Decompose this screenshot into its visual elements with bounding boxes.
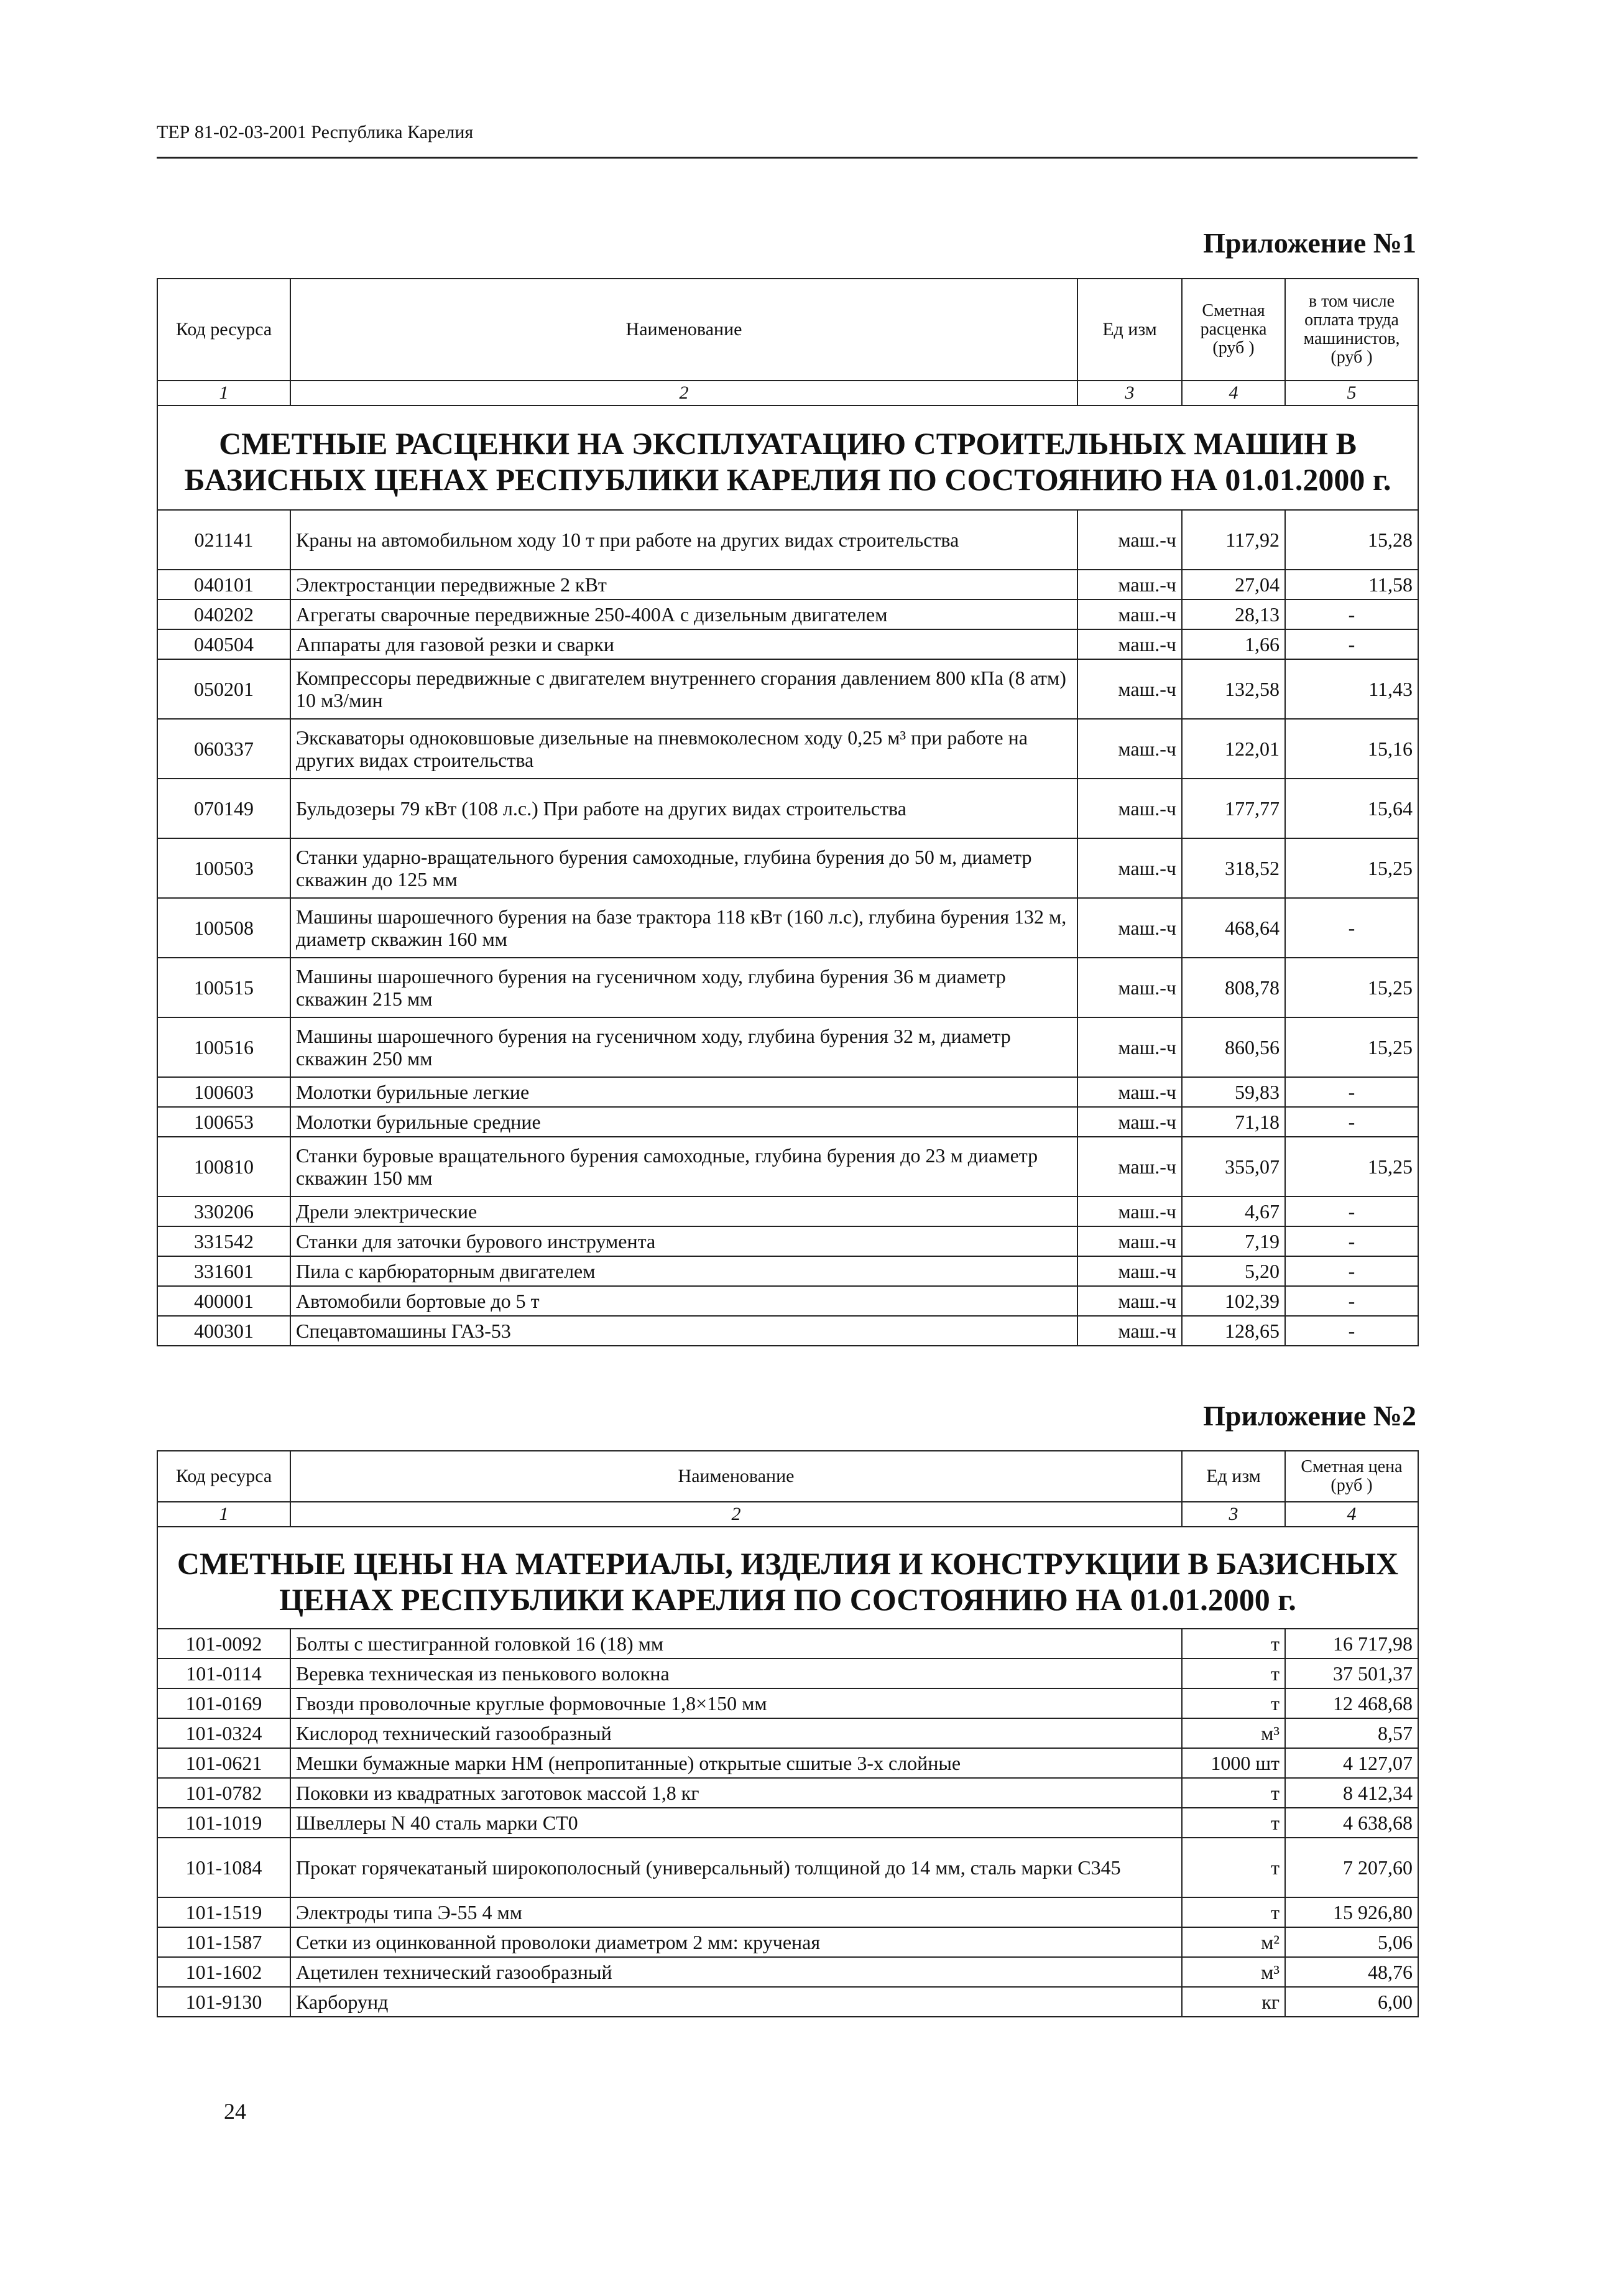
cell-unit: маш.-ч <box>1077 510 1182 570</box>
table-row <box>157 1957 1418 1987</box>
cell-price: 1,66 <box>1182 629 1285 659</box>
col-header-unit: Ед изм <box>1182 1451 1285 1502</box>
table-row <box>157 1077 1418 1107</box>
col-header-price: Сметная цена (руб ) <box>1285 1451 1418 1502</box>
table-row <box>157 1316 1418 1346</box>
running-header: ТЕР 81-02-03-2001 Республика Карелия <box>157 122 474 142</box>
cell-code: 330206 <box>157 1197 290 1226</box>
cell-unit: т <box>1182 1838 1285 1897</box>
cell-code: 040504 <box>157 629 290 659</box>
cell-name: Гвозди проволочные круглые формовочные 1,8×150 мм <box>290 1688 1182 1718</box>
cell-code: 331601 <box>157 1256 290 1286</box>
cell-wage: 15,25 <box>1285 958 1418 1017</box>
cell-unit: м³ <box>1182 1718 1285 1748</box>
cell-name: Пила с карбюраторным двигателем <box>290 1256 1077 1286</box>
cell-name: Агрегаты сварочные передвижные 250-400А с дизельным двигателем <box>290 599 1077 629</box>
col-header-name: Наименование <box>290 279 1077 381</box>
col-number: 2 <box>290 1502 1182 1527</box>
cell-code: 101-1019 <box>157 1808 290 1838</box>
cell-unit: т <box>1182 1688 1285 1718</box>
table-row <box>157 1629 1418 1659</box>
cell-code: 070149 <box>157 779 290 838</box>
table-row <box>157 1778 1418 1808</box>
col-header-unit: Ед изм <box>1077 279 1182 381</box>
cell-name: Бульдозеры 79 кВт (108 л.с.) При работе на других видах строительства <box>290 779 1077 838</box>
cell-name: Машины шарошечного бурения на гусеничном ходу, глубина бурения 36 м диаметр скважин 215 мм <box>290 958 1077 1017</box>
cell-name: Электростанции передвижные 2 кВт <box>290 570 1077 599</box>
cell-code: 101-0169 <box>157 1688 290 1718</box>
cell-code: 101-0621 <box>157 1748 290 1778</box>
col-number: 1 <box>157 1502 290 1527</box>
cell-price: 27,04 <box>1182 570 1285 599</box>
cell-unit: 1000 шт <box>1182 1748 1285 1778</box>
cell-price: 8,57 <box>1285 1718 1418 1748</box>
cell-unit: т <box>1182 1629 1285 1659</box>
cell-wage: - <box>1285 1077 1418 1107</box>
cell-price: 102,39 <box>1182 1286 1285 1316</box>
cell-unit: маш.-ч <box>1077 898 1182 958</box>
cell-name: Машины шарошечного бурения на базе трактора 118 кВт (160 л.с), глубина бурения 132 м, диаметр скважин 160 мм <box>290 898 1077 958</box>
cell-unit: т <box>1182 1808 1285 1838</box>
cell-price: 132,58 <box>1182 659 1285 719</box>
col-number: 2 <box>290 381 1077 405</box>
cell-price: 12 468,68 <box>1285 1688 1418 1718</box>
cell-code: 101-0114 <box>157 1659 290 1688</box>
table-row <box>157 838 1418 898</box>
cell-name: Веревка техническая из пенькового волокна <box>290 1659 1182 1688</box>
cell-price: 15 926,80 <box>1285 1897 1418 1927</box>
cell-code: 100516 <box>157 1017 290 1077</box>
cell-wage: 11,58 <box>1285 570 1418 599</box>
cell-price: 355,07 <box>1182 1137 1285 1197</box>
cell-price: 5,06 <box>1285 1927 1418 1957</box>
cell-code: 400001 <box>157 1286 290 1316</box>
cell-wage: - <box>1285 1197 1418 1226</box>
cell-wage: 15,25 <box>1285 1137 1418 1197</box>
cell-wage: 15,28 <box>1285 510 1418 570</box>
cell-wage: 15,16 <box>1285 719 1418 779</box>
col-number: 3 <box>1077 381 1182 405</box>
cell-name: Краны на автомобильном ходу 10 т при работе на других видах строительства <box>290 510 1077 570</box>
cell-unit: т <box>1182 1778 1285 1808</box>
cell-unit: маш.-ч <box>1077 629 1182 659</box>
cell-unit: маш.-ч <box>1077 779 1182 838</box>
cell-unit: маш.-ч <box>1077 958 1182 1017</box>
col-number: 4 <box>1182 381 1285 405</box>
table-row <box>157 1838 1418 1897</box>
cell-code: 050201 <box>157 659 290 719</box>
cell-name: Станки для заточки бурового инструмента <box>290 1226 1077 1256</box>
cell-unit: м² <box>1182 1927 1285 1957</box>
cell-unit: маш.-ч <box>1077 719 1182 779</box>
cell-unit: маш.-ч <box>1077 659 1182 719</box>
cell-name: Швеллеры N 40 сталь марки СТ0 <box>290 1808 1182 1838</box>
cell-price: 7,19 <box>1182 1226 1285 1256</box>
table-row <box>157 599 1418 629</box>
cell-code: 100603 <box>157 1077 290 1107</box>
cell-name: Машины шарошечного бурения на гусеничном ходу, глубина бурения 32 м, диаметр скважин 250 мм <box>290 1017 1077 1077</box>
materials-prices-table <box>157 1450 1419 2017</box>
cell-name: Электроды типа Э-55 4 мм <box>290 1897 1182 1927</box>
col-header-price: Сметная расценка (руб ) <box>1182 279 1285 381</box>
cell-unit: м³ <box>1182 1957 1285 1987</box>
cell-code: 101-0324 <box>157 1718 290 1748</box>
cell-price: 318,52 <box>1182 838 1285 898</box>
cell-wage: 15,25 <box>1285 1017 1418 1077</box>
table-row <box>157 629 1418 659</box>
appendix-2-title: Приложение №2 <box>1203 1400 1416 1432</box>
cell-unit: маш.-ч <box>1077 570 1182 599</box>
cell-code: 101-1587 <box>157 1927 290 1957</box>
table-row <box>157 1688 1418 1718</box>
cell-name: Станки буровые вращательного бурения самоходные, глубина бурения до 23 м диаметр скважин 150 мм <box>290 1137 1077 1197</box>
cell-code: 101-1519 <box>157 1897 290 1927</box>
cell-code: 021141 <box>157 510 290 570</box>
cell-wage: - <box>1285 1256 1418 1286</box>
cell-code: 101-1084 <box>157 1838 290 1897</box>
cell-name: Дрели электрические <box>290 1197 1077 1226</box>
col-header-code: Код ресурса <box>157 1451 290 1502</box>
table-row <box>157 1808 1418 1838</box>
col-number: 5 <box>1285 381 1418 405</box>
cell-price: 808,78 <box>1182 958 1285 1017</box>
cell-unit: маш.-ч <box>1077 1316 1182 1346</box>
table-row <box>157 1718 1418 1748</box>
table-row <box>157 719 1418 779</box>
cell-code: 040101 <box>157 570 290 599</box>
cell-wage: - <box>1285 1286 1418 1316</box>
table-row <box>157 659 1418 719</box>
cell-code: 060337 <box>157 719 290 779</box>
cell-price: 4 127,07 <box>1285 1748 1418 1778</box>
table-row <box>157 1137 1418 1197</box>
col-header-name: Наименование <box>290 1451 1182 1502</box>
cell-name: Ацетилен технический газообразный <box>290 1957 1182 1987</box>
cell-name: Болты с шестигранной головкой 16 (18) мм <box>290 1629 1182 1659</box>
section-title: СМЕТНЫЕ РАСЦЕНКИ НА ЭКСПЛУАТАЦИЮ СТРОИТЕЛЬНЫХ МАШИН В БАЗИСНЫХ ЦЕНАХ РЕСПУБЛИКИ КАРЕЛИЯ ПО СОСТОЯНИЮ НА 01.01.2000 г. <box>157 405 1418 510</box>
cell-name: Карборунд <box>290 1987 1182 2017</box>
appendix-1-title: Приложение №1 <box>1203 227 1416 259</box>
cell-unit: маш.-ч <box>1077 1137 1182 1197</box>
cell-code: 040202 <box>157 599 290 629</box>
cell-unit: т <box>1182 1897 1285 1927</box>
cell-unit: маш.-ч <box>1077 1286 1182 1316</box>
cell-wage: 11,43 <box>1285 659 1418 719</box>
table-row <box>157 898 1418 958</box>
cell-name: Станки ударно-вращательного бурения самоходные, глубина бурения до 50 м, диаметр скважин до 125 мм <box>290 838 1077 898</box>
table-body <box>157 1629 1418 2017</box>
cell-price: 37 501,37 <box>1285 1659 1418 1688</box>
table-row <box>157 779 1418 838</box>
cell-name: Экскаваторы одноковшовые дизельные на пневмоколесном ходу 0,25 м³ при работе на других видах строительства <box>290 719 1077 779</box>
cell-wage: - <box>1285 599 1418 629</box>
cell-unit: маш.-ч <box>1077 838 1182 898</box>
cell-price: 4 638,68 <box>1285 1808 1418 1838</box>
cell-unit: маш.-ч <box>1077 1197 1182 1226</box>
cell-price: 5,20 <box>1182 1256 1285 1286</box>
cell-unit: маш.-ч <box>1077 1107 1182 1137</box>
table-row <box>157 570 1418 599</box>
cell-price: 860,56 <box>1182 1017 1285 1077</box>
table-row <box>157 1659 1418 1688</box>
cell-price: 4,67 <box>1182 1197 1285 1226</box>
cell-code: 331542 <box>157 1226 290 1256</box>
cell-name: Автомобили бортовые до 5 т <box>290 1286 1077 1316</box>
col-number: 4 <box>1285 1502 1418 1527</box>
cell-name: Аппараты для газовой резки и сварки <box>290 629 1077 659</box>
cell-price: 117,92 <box>1182 510 1285 570</box>
table-row <box>157 1748 1418 1778</box>
table-row <box>157 1197 1418 1226</box>
cell-name: Поковки из квадратных заготовок массой 1,8 кг <box>290 1778 1182 1808</box>
cell-name: Сетки из оцинкованной проволоки диаметром 2 мм: крученая <box>290 1927 1182 1957</box>
table-row <box>157 510 1418 570</box>
cell-wage: - <box>1285 898 1418 958</box>
cell-code: 101-1602 <box>157 1957 290 1987</box>
table-row <box>157 1286 1418 1316</box>
table-row <box>157 1987 1418 2017</box>
cell-code: 101-9130 <box>157 1987 290 2017</box>
cell-code: 400301 <box>157 1316 290 1346</box>
cell-price: 16 717,98 <box>1285 1629 1418 1659</box>
cell-wage: - <box>1285 1107 1418 1137</box>
cell-name: Кислород технический газообразный <box>290 1718 1182 1748</box>
cell-wage: - <box>1285 629 1418 659</box>
col-number: 3 <box>1182 1502 1285 1527</box>
cell-unit: маш.-ч <box>1077 1017 1182 1077</box>
table-row <box>157 1927 1418 1957</box>
cell-wage: 15,25 <box>1285 838 1418 898</box>
cell-price: 28,13 <box>1182 599 1285 629</box>
cell-unit: маш.-ч <box>1077 1077 1182 1107</box>
machinery-rates-table <box>157 278 1419 1346</box>
section-title: СМЕТНЫЕ ЦЕНЫ НА МАТЕРИАЛЫ, ИЗДЕЛИЯ И КОНСТРУКЦИИ В БАЗИСНЫХ ЦЕНАХ РЕСПУБЛИКИ КАРЕЛИЯ ПО СОСТОЯНИЮ НА 01.01.2000 г. <box>157 1527 1418 1629</box>
cell-name: Мешки бумажные марки НМ (непропитанные) открытые сшитые 3-х слойные <box>290 1748 1182 1778</box>
cell-price: 8 412,34 <box>1285 1778 1418 1808</box>
cell-name: Спецавтомашины ГАЗ-53 <box>290 1316 1077 1346</box>
col-number: 1 <box>157 381 290 405</box>
cell-price: 128,65 <box>1182 1316 1285 1346</box>
cell-name: Молотки бурильные легкие <box>290 1077 1077 1107</box>
cell-unit: маш.-ч <box>1077 599 1182 629</box>
cell-price: 468,64 <box>1182 898 1285 958</box>
cell-wage: - <box>1285 1226 1418 1256</box>
cell-wage: - <box>1285 1316 1418 1346</box>
cell-price: 71,18 <box>1182 1107 1285 1137</box>
cell-code: 100503 <box>157 838 290 898</box>
cell-unit: маш.-ч <box>1077 1226 1182 1256</box>
cell-price: 7 207,60 <box>1285 1838 1418 1897</box>
cell-wage: 15,64 <box>1285 779 1418 838</box>
cell-unit: кг <box>1182 1987 1285 2017</box>
cell-code: 100653 <box>157 1107 290 1137</box>
table-row <box>157 958 1418 1017</box>
cell-price: 6,00 <box>1285 1987 1418 2017</box>
cell-price: 122,01 <box>1182 719 1285 779</box>
table-row <box>157 1107 1418 1137</box>
cell-code: 101-0092 <box>157 1629 290 1659</box>
cell-unit: маш.-ч <box>1077 1256 1182 1286</box>
header-rule <box>157 157 1418 159</box>
cell-name: Компрессоры передвижные с двигателем внутреннего сгорания давлением 800 кПа (8 атм) 10 м3/мин <box>290 659 1077 719</box>
table-body <box>157 510 1418 1346</box>
cell-code: 101-0782 <box>157 1778 290 1808</box>
cell-price: 48,76 <box>1285 1957 1418 1987</box>
col-header-wage: в том числе оплата труда машинистов, (руб ) <box>1285 279 1418 381</box>
table-row <box>157 1897 1418 1927</box>
cell-name: Прокат горячекатаный широкополосный (универсальный) толщиной до 14 мм, сталь марки С345 <box>290 1838 1182 1897</box>
cell-code: 100810 <box>157 1137 290 1197</box>
cell-unit: т <box>1182 1659 1285 1688</box>
table-row <box>157 1017 1418 1077</box>
table-row <box>157 1256 1418 1286</box>
cell-code: 100515 <box>157 958 290 1017</box>
col-header-code: Код ресурса <box>157 279 290 381</box>
cell-price: 59,83 <box>1182 1077 1285 1107</box>
page-number: 24 <box>224 2099 246 2124</box>
cell-code: 100508 <box>157 898 290 958</box>
table-row <box>157 1226 1418 1256</box>
cell-name: Молотки бурильные средние <box>290 1107 1077 1137</box>
cell-price: 177,77 <box>1182 779 1285 838</box>
